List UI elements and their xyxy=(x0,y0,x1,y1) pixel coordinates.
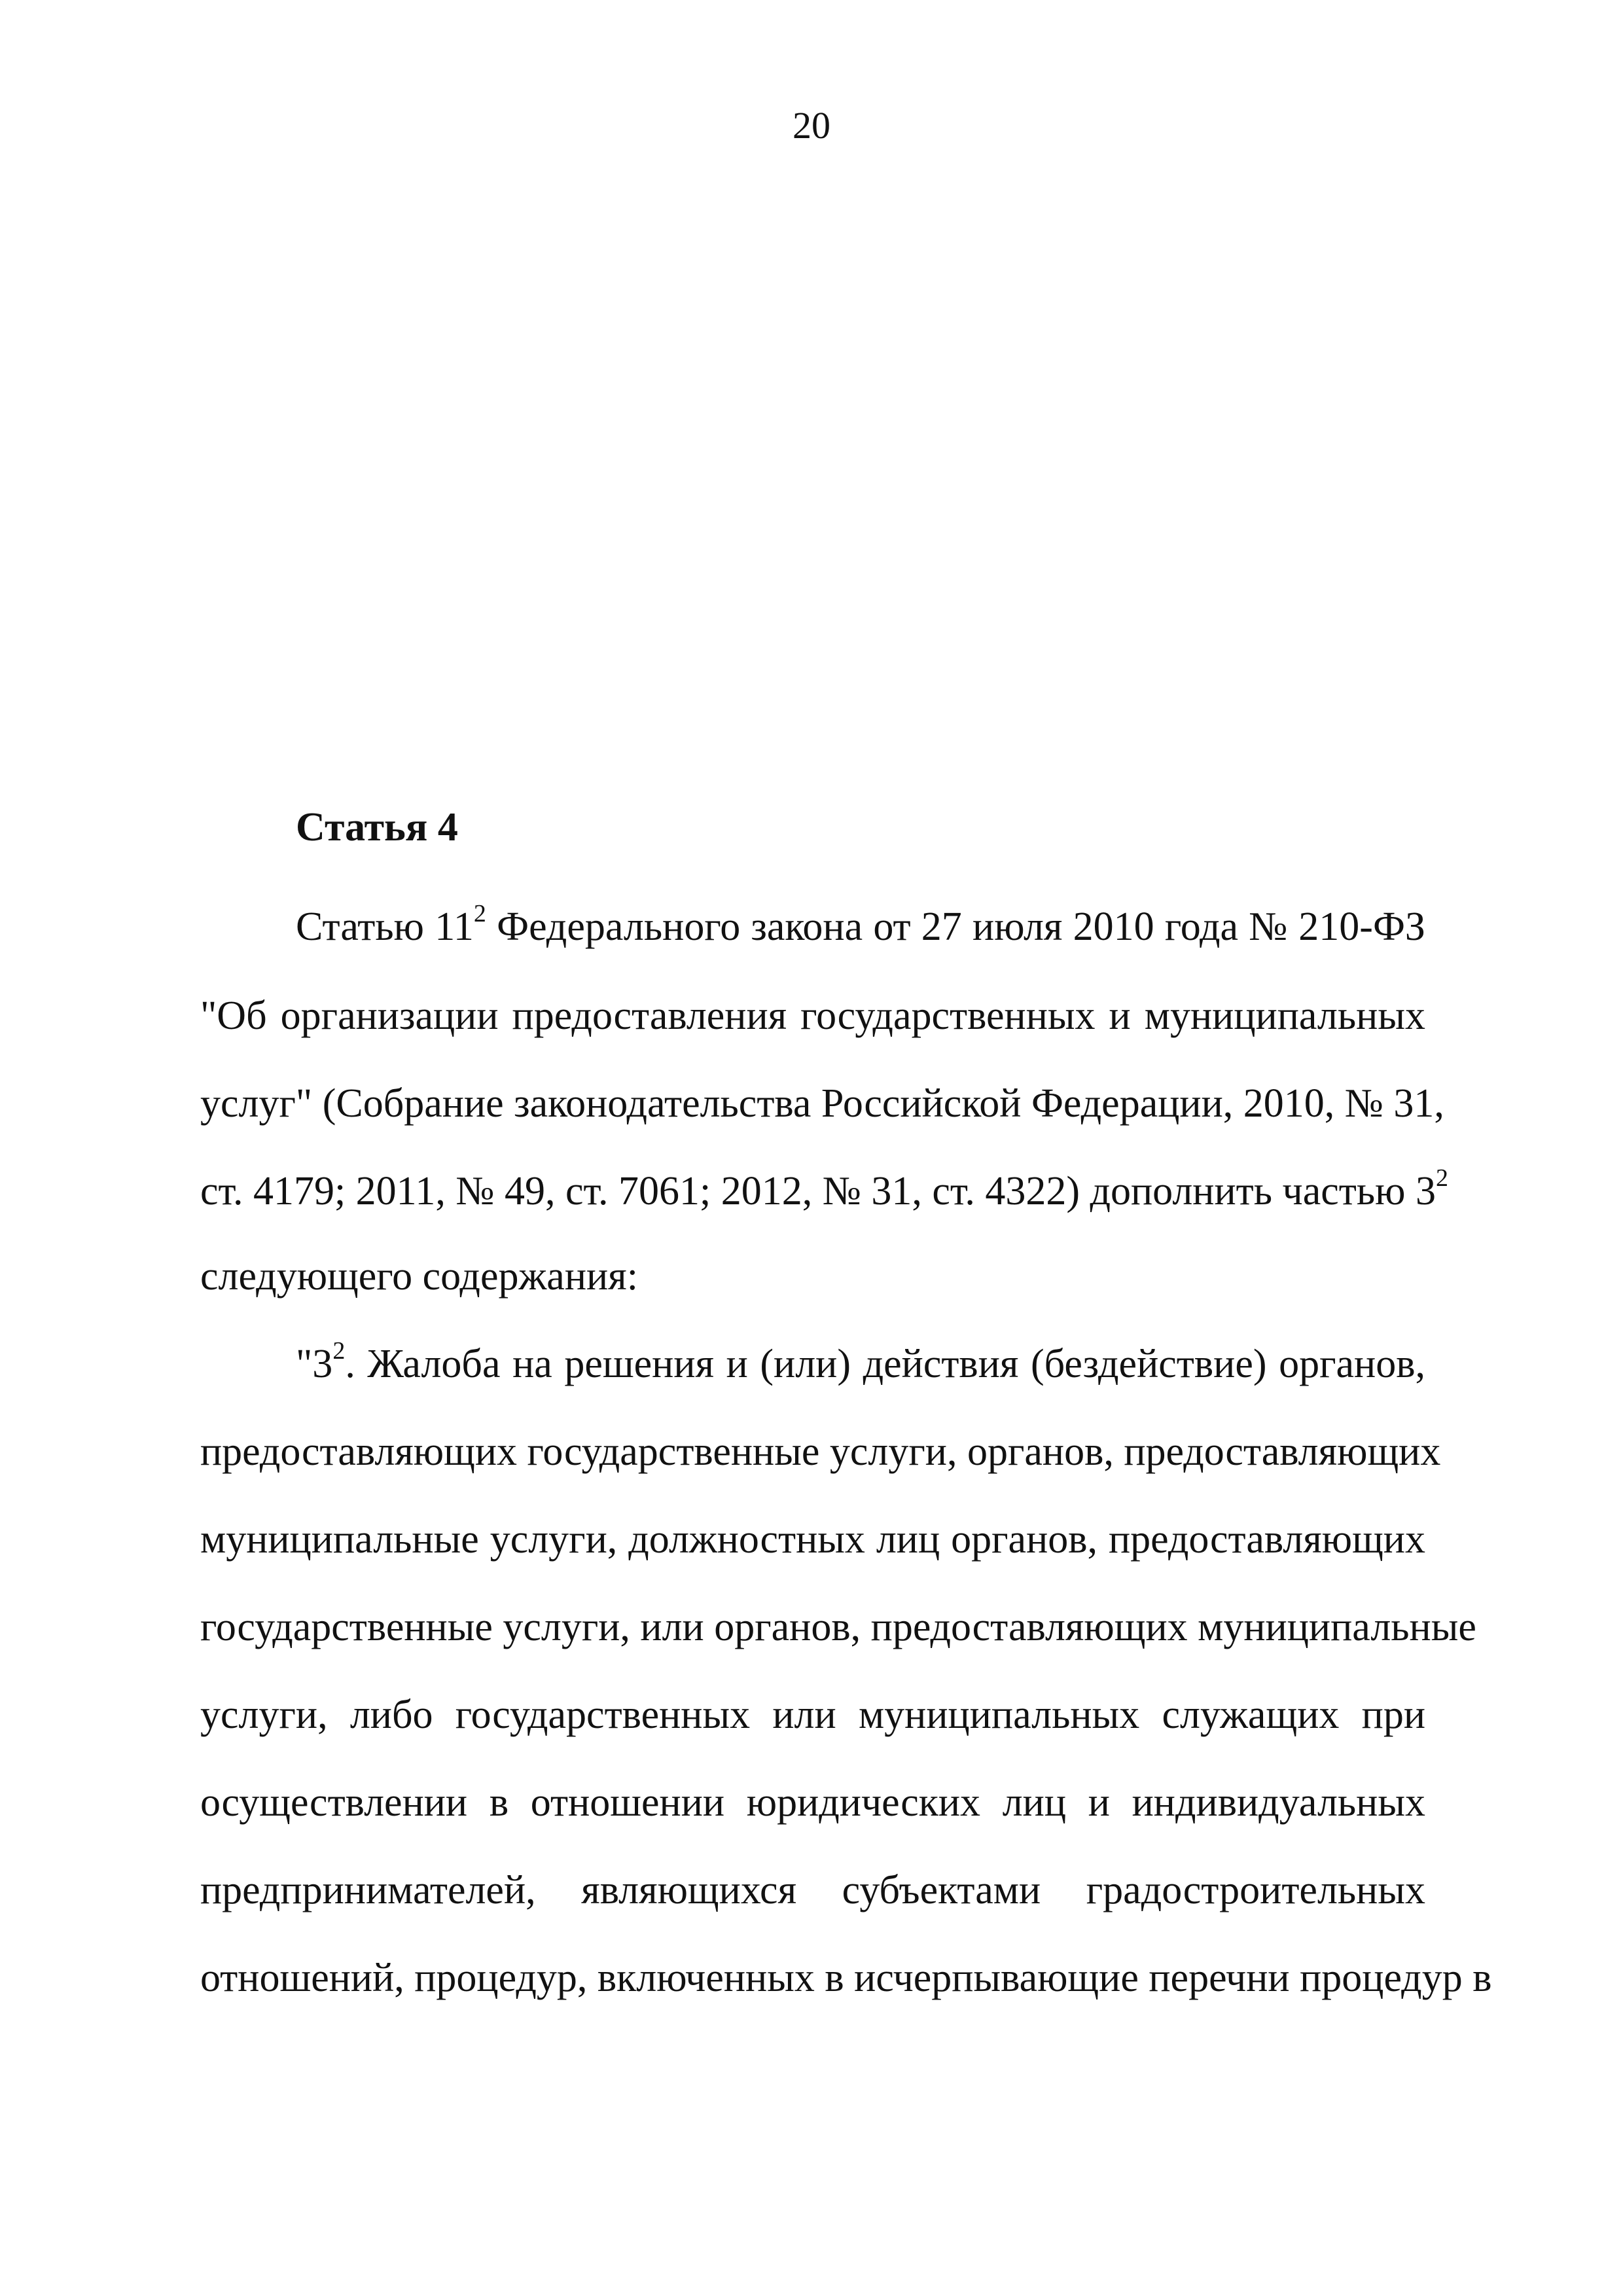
paragraph-2-line-7: предпринимателей, являющихся субъектами градостроительных xyxy=(200,1868,1425,1912)
paragraph-1-line-2: "Об организации предоставления государственных и муниципальных xyxy=(200,994,1425,1038)
paragraph-2-line-5: услуги, либо государственных или муниципальных служащих при xyxy=(200,1693,1425,1737)
paragraph-2-line-1 xyxy=(296,1338,1425,1390)
text-segment: Статью 11 xyxy=(296,905,474,949)
paragraph-1-line-4 xyxy=(200,1164,1448,1217)
paragraph-1-line-5: следующего содержания: xyxy=(200,1254,638,1299)
superscript: 2 xyxy=(1435,1164,1448,1193)
paragraph-2-line-2: предоставляющих государственные услуги, органов, предоставляющих xyxy=(200,1429,1441,1474)
page-number: 20 xyxy=(793,104,830,147)
superscript: 2 xyxy=(473,900,486,928)
paragraph-2-line-3: муниципальные услуги, должностных лиц органов, предоставляющих xyxy=(200,1517,1425,1562)
paragraph-1-line-3: услуг" (Собрание законодательства Российской Федерации, 2010, № 31, xyxy=(200,1081,1444,1126)
text-segment: "3 xyxy=(296,1342,333,1386)
text-segment: ст. 4179; 2011, № 49, ст. 7061; 2012, № 31, ст. 4322) дополнить частью 3 xyxy=(200,1169,1436,1213)
text-segment: . Жалоба на решения и (или) действия (бездействие) органов, xyxy=(345,1342,1425,1386)
article-heading: Статья 4 xyxy=(296,805,458,850)
paragraph-1-line-1 xyxy=(296,901,1425,953)
superscript: 2 xyxy=(332,1337,346,1365)
text-segment: Федерального закона от 27 июля 2010 года № 210-ФЗ xyxy=(486,905,1425,949)
paragraph-2-line-6: осуществлении в отношении юридических лиц и индивидуальных xyxy=(200,1780,1425,1825)
paragraph-2-line-4: государственные услуги, или органов, предоставляющих муниципальные xyxy=(200,1605,1476,1649)
paragraph-2-line-8: отношений, процедур, включенных в исчерпывающие перечни процедур в xyxy=(200,1956,1492,2000)
